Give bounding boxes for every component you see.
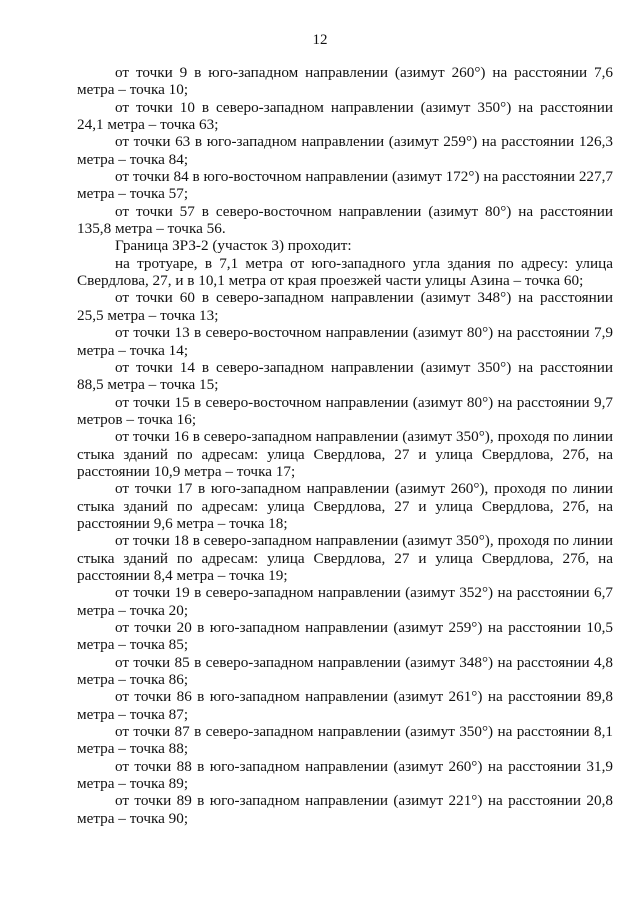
paragraph-19: от точки 87 в северо-западном направлении (азимут 350°) на расстоянии 8,1 метра – точка 88;	[77, 723, 613, 758]
paragraph-8: от точки 60 в северо-западном направлении (азимут 348°) на расстоянии 25,5 метра – точка 13;	[77, 289, 613, 324]
paragraph-17: от точки 85 в северо-западном направлении (азимут 348°) на расстоянии 4,8 метра – точка 86;	[77, 653, 613, 689]
paragraph-16: от точки 20 в юго-западном направлении (азимут 259°) на расстоянии 10,5 метра – точка 85;	[77, 619, 613, 654]
paragraph-5: от точки 57 в северо-восточном направлении (азимут 80°) на расстоянии 135,8 метра – точка 56.	[77, 202, 613, 238]
paragraph-7: на тротуаре, в 7,1 метра от юго-западного угла здания по адресу: улица Свердлова, 27, и в 10,1 метра от края проезжей части улицы Азина – точка 60;	[77, 254, 613, 290]
paragraph-1: от точки 9 в юго-западном направлении (азимут 260°) на расстоянии 7,6 метра – точка 10;	[77, 64, 613, 99]
paragraph-20: от точки 88 в юго-западном направлении (азимут 260°) на расстоянии 31,9 метра – точка 89;	[77, 757, 613, 793]
paragraph-13: от точки 17 в юго-западном направлении (азимут 260°), проходя по линии стыка зданий по адресам: улица Свердлова, 27 и улица Свердлова, 27б, на расстоянии 9,6 метра – точка 18;	[77, 480, 613, 532]
paragraph-9: от точки 13 в северо-восточном направлении (азимут 80°) на расстоянии 7,9 метра – точка 14;	[77, 324, 613, 359]
boundary-description	[77, 64, 613, 827]
paragraph-21: от точки 89 в юго-западном направлении (азимут 221°) на расстоянии 20,8 метра – точка 90;	[77, 792, 613, 827]
paragraph-15: от точки 19 в северо-западном направлении (азимут 352°) на расстоянии 6,7 метра – точка 20;	[77, 584, 613, 619]
paragraph-12: от точки 16 в северо-западном направлении (азимут 350°), проходя по линии стыка зданий по адресам: улица Свердлова, 27 и улица Свердлова, 27б, на расстоянии 10,9 метра – точка 17;	[77, 428, 613, 480]
section-heading: Граница ЗРЗ-2 (участок 3) проходит:	[115, 237, 352, 255]
paragraph-11: от точки 15 в северо-восточном направлении (азимут 80°) на расстоянии 9,7 метров – точка 16;	[77, 393, 613, 428]
paragraph-3: от точки 63 в юго-западном направлении (азимут 259°) на расстоянии 126,3 метра – точка 84;	[77, 133, 613, 168]
paragraph-10: от точки 14 в северо-западном направлении (азимут 350°) на расстоянии 88,5 метра – точка 15;	[77, 358, 613, 394]
paragraph-18: от точки 86 в юго-западном направлении (азимут 261°) на расстоянии 89,8 метра – точка 87;	[77, 688, 613, 723]
paragraph-4: от точки 84 в юго-восточном направлении (азимут 172°) на расстоянии 227,7 метра – точка 57;	[77, 168, 613, 203]
page-number: 12	[312, 32, 328, 48]
paragraph-14: от точки 18 в северо-западном направлении (азимут 350°), проходя по линии стыка зданий по адресам: улица Свердлова, 27 и улица Свердлова, 27б, на расстоянии 8,4 метра – точка 19;	[77, 532, 613, 584]
paragraph-2: от точки 10 в северо-западном направлении (азимут 350°) на расстоянии 24,1 метра – точка 63;	[77, 98, 613, 134]
